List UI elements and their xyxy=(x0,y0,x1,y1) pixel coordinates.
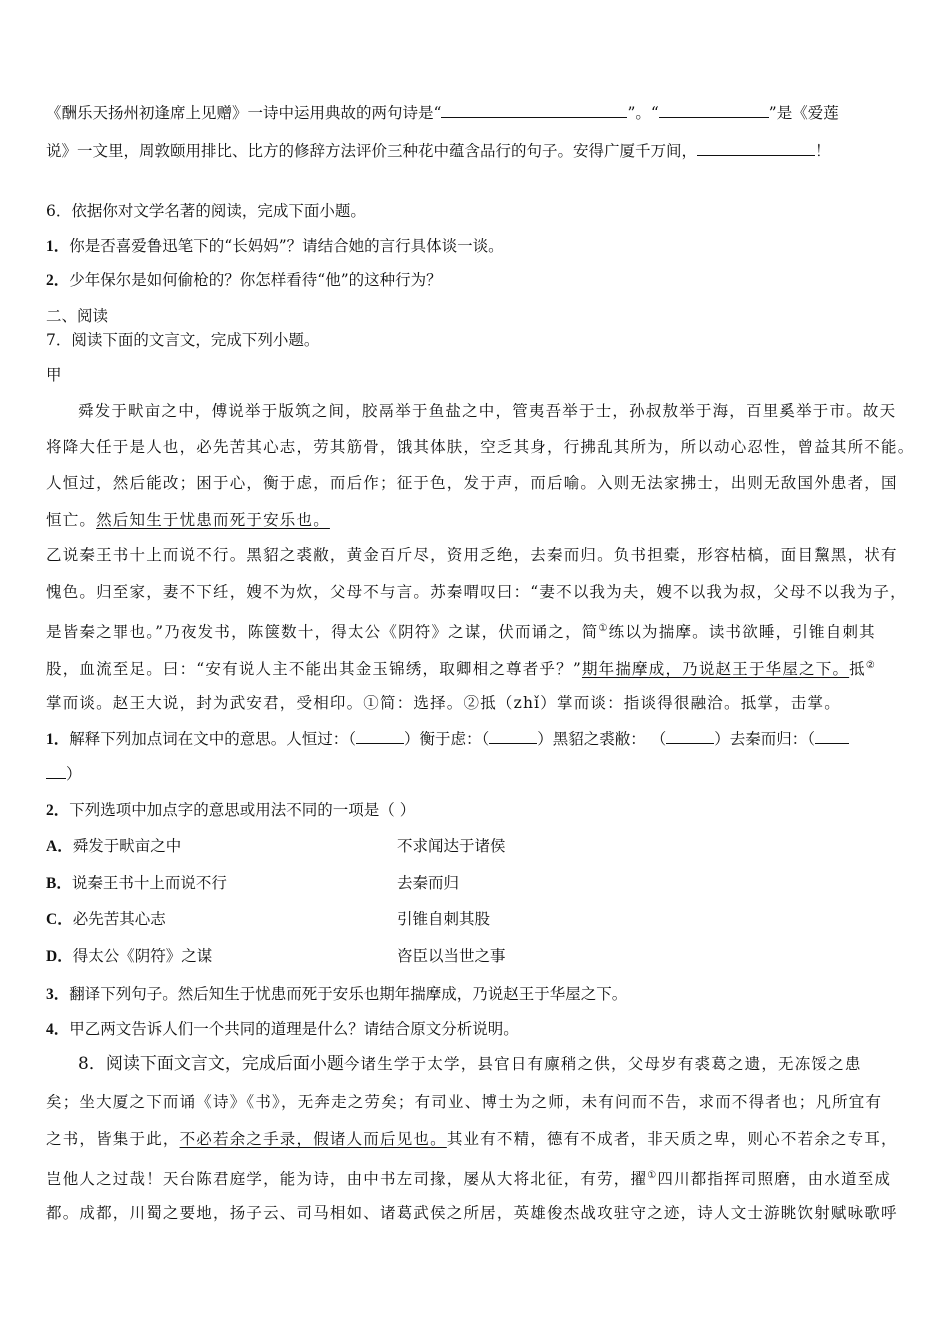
sub-number: 1． xyxy=(46,731,70,748)
option-label: D． xyxy=(46,948,73,965)
answer-blank[interactable] xyxy=(815,729,849,744)
yi-line-4 xyxy=(46,656,876,679)
q7-title: 7．阅读下面的文言文，完成下列小题。 xyxy=(46,331,320,349)
q8-line-3 xyxy=(46,1129,898,1149)
option-right: 引锥自刺其股 xyxy=(397,910,491,928)
jia-line-3: 人恒过，然后能改；困于心，衡于虑，而后作；征于色，发于声，而后喻。入则无法家拂士，出则无敌国外患者，国 xyxy=(46,474,898,492)
q8-line-1 xyxy=(78,1054,862,1074)
yi-text: 股，血流至足。曰：“安有说人主不能出其金玉锦绣，取卿相之尊者乎？” xyxy=(46,660,582,679)
answer-blank[interactable] xyxy=(659,103,769,118)
option-d[interactable] xyxy=(46,946,506,967)
answer-blank[interactable] xyxy=(46,764,66,779)
option-c[interactable] xyxy=(46,909,491,930)
q7-sub-2 xyxy=(46,800,415,821)
q8-text: 岂他人之过哉！天台陈君庭学，能为诗，由中书左司掾，屡从大将北征，有劳，擢 xyxy=(46,1170,648,1189)
sub-text: ） xyxy=(66,765,82,783)
q8-title: 8．阅读下面文言文，完成后面小题 xyxy=(78,1054,344,1074)
sub-number: 1． xyxy=(46,238,70,255)
sub-text: ）黑貂之裘敝： （ xyxy=(537,730,667,748)
answer-blank[interactable] xyxy=(697,141,815,156)
jia-line-1: 舜发于畎亩之中，傅说举于版筑之间，胶鬲举于鱼盐之中，管夷吾举于士，孙叔敖举于海，百里奚举于市。故天 xyxy=(78,402,897,420)
option-right: 咨臣以当世之事 xyxy=(397,947,506,965)
underlined-sentence: 期年揣摩成，乃说赵王于华屋之下。 xyxy=(581,660,850,679)
q8-line-2: 矣；坐大厦之下而诵《诗》《书》，无奔走之劳矣；有司业、博士为之师，未有问而不告，求而不得者也；凡所宜有 xyxy=(46,1093,883,1111)
footnote-mark: ① xyxy=(647,1170,658,1181)
sub-text: 翻译下列句子。然后知生于忧患而死于安乐也期年揣摩成，乃说赵王于华屋之下。 xyxy=(69,985,628,1003)
option-label: C． xyxy=(46,911,73,928)
yi-text: 抵 xyxy=(849,660,866,679)
q6-sub-1 xyxy=(46,236,504,257)
yi-line-2: 愧色。归至家，妻不下纴，嫂不为炊，父母不与言。苏秦喟叹曰：“妻不以我为夫，嫂不以我为叔，父母不以我为子， xyxy=(46,583,907,601)
sub-number: 2． xyxy=(46,802,70,819)
fill-text: ！ xyxy=(815,142,831,160)
answer-blank[interactable] xyxy=(489,729,537,744)
sub-text: ）去秦而归：（ xyxy=(714,730,815,748)
q7-sub-4 xyxy=(46,1019,519,1040)
footnote-mark: ② xyxy=(865,660,877,671)
option-a[interactable] xyxy=(46,836,506,857)
option-label: A． xyxy=(46,838,73,855)
sub-text: 下列选项中加点字的意思或用法不同的一项是（ ） xyxy=(69,801,416,819)
yi-line-5: 掌而谈。赵王大说，封为武安君，受相印。①简：选择。②抵（zhǐ）掌而谈：指谈得很融洽。抵掌，击掌。 xyxy=(46,694,841,712)
yi-line-3 xyxy=(46,619,876,642)
yi-text: 是皆秦之罪也。”乃夜发书，陈箧数十，得太公《阴符》之谋，伏而诵之，简 xyxy=(46,623,599,642)
option-left: 得太公《阴符》之谋 xyxy=(72,947,213,965)
yi-line-1: 乙说秦王书十上而说不行。黑貂之裘敝，黄金百斤尽，资用乏绝，去秦而归。负书担橐，形容枯槁，面目黧黑，状有 xyxy=(46,546,898,564)
jia-text: 恒亡。 xyxy=(46,511,97,529)
sub-text: 少年保尔是如何偷枪的？你怎样看待“他”的这种行为？ xyxy=(69,271,442,289)
q8-line-5: 都。成都，川蜀之要地，扬子云、司马相如、诸葛武侯之所居，英雄俊杰战攻驻守之迹，诗人文士游眺饮射赋咏歌呼 xyxy=(46,1204,898,1222)
q8-text: 之书，皆集于此， xyxy=(46,1130,180,1148)
underlined-sentence: 不必若余之手录，假诸人而后见也。 xyxy=(179,1130,447,1148)
q8-line-4 xyxy=(46,1166,891,1189)
option-left: 舜发于畎亩之中 xyxy=(72,837,182,855)
answer-blank[interactable] xyxy=(666,729,714,744)
answer-blank[interactable] xyxy=(356,729,404,744)
sub-text: 你是否喜爱鲁迅笔下的“长妈妈”？请结合她的言行具体谈一谈。 xyxy=(69,237,504,255)
option-left: 必先苦其心志 xyxy=(72,910,166,928)
sub-number: 2． xyxy=(46,272,70,289)
q7-sub-3 xyxy=(46,984,627,1005)
option-b[interactable] xyxy=(46,873,460,894)
option-right: 去秦而归 xyxy=(397,874,460,892)
fill-text: 说》一文里，周敦颐用排比、比方的修辞方法评价三种花中蕴含品行的句子。安得广厦千万间， xyxy=(46,142,698,160)
q8-text: 四川都指挥司照磨，由水道至成 xyxy=(657,1170,892,1189)
part-two-title: 二、阅读 xyxy=(46,307,109,325)
sub-text: 解释下列加点词在文中的意思。人恒过：（ xyxy=(69,730,357,748)
poem-fill-line-1 xyxy=(46,103,839,123)
option-label: B． xyxy=(46,875,72,892)
q8-text: 今诸生学于太学，县官日有廪稍之供，父母岁有裘葛之遗，无冻馁之患 xyxy=(343,1055,862,1073)
sub-number: 3． xyxy=(46,986,70,1003)
sub-text: 甲乙两文告诉人们一个共同的道理是什么？请结合原文分析说明。 xyxy=(69,1020,519,1038)
jia-label: 甲 xyxy=(46,366,63,384)
option-left: 说秦王书十上而说不行 xyxy=(71,874,227,892)
fill-text: ”是《爱莲 xyxy=(768,104,839,122)
jia-line-2: 将降大任于是人也，必先苦其心志，劳其筋骨，饿其体肤，空乏其身，行拂乱其所为，所以动心忍性，曾益其所不能。 xyxy=(46,438,915,456)
underlined-sentence: 然后知生于忧患而死于安乐也。 xyxy=(96,511,330,529)
poem-fill-line-2 xyxy=(46,141,831,161)
yi-text: 练以为揣摩。读书欲睡，引锥自刺其 xyxy=(608,623,876,642)
q6-sub-2 xyxy=(46,270,442,291)
q7-sub-1 xyxy=(46,729,849,750)
sub-text: ）衡于虑：（ xyxy=(404,730,490,748)
footnote-mark: ① xyxy=(598,623,609,634)
fill-text: ”。“ xyxy=(627,104,659,122)
fill-text: 《酬乐天扬州初逢席上见赠》一诗中运用典故的两句诗是“ xyxy=(46,104,442,122)
q7-sub-1-cont xyxy=(46,764,82,784)
sub-number: 4． xyxy=(46,1021,70,1038)
answer-blank[interactable] xyxy=(441,103,627,118)
q8-text: 其业有不精，德有不成者，非天质之卑，则心不若余之专耳， xyxy=(446,1130,898,1148)
q6-title: 6．依据你对文学名著的阅读，完成下面小题。 xyxy=(46,202,366,220)
option-right: 不求闻达于诸侯 xyxy=(397,837,506,855)
jia-line-4 xyxy=(46,510,330,530)
